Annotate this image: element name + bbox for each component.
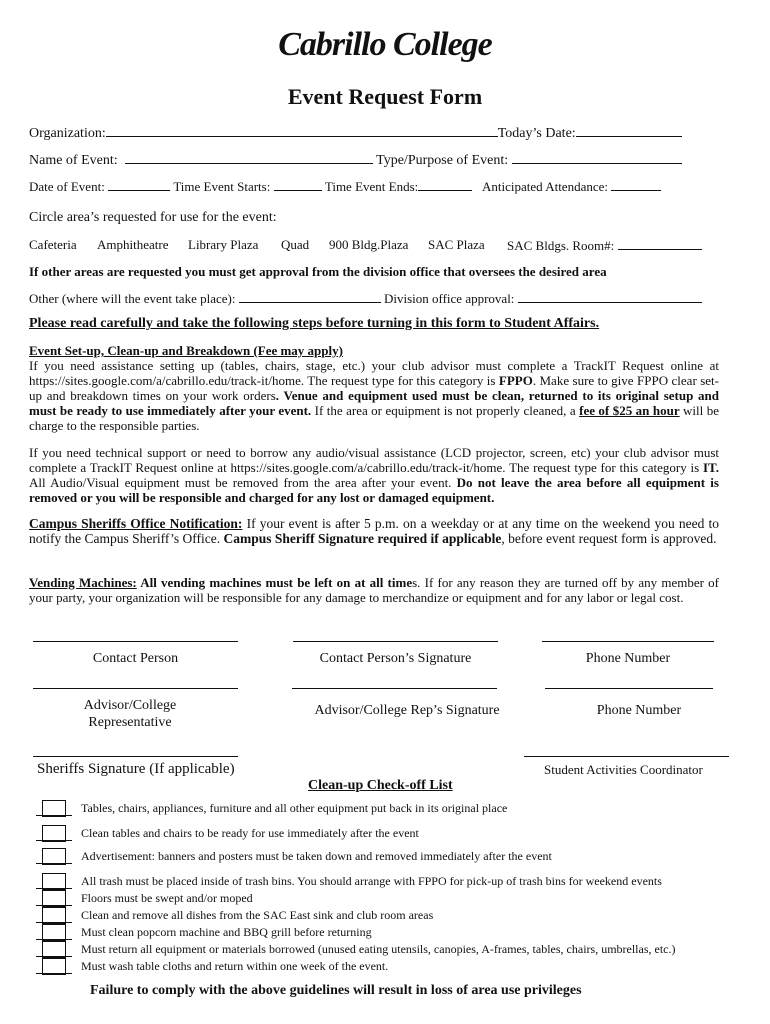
advisor-label-line1: Advisor/College <box>83 698 177 713</box>
date-of-event-field[interactable] <box>108 178 170 191</box>
event-time-row <box>29 178 661 195</box>
type-purpose-label: Type/Purpose of Event: <box>376 153 509 168</box>
checkbox-underline <box>36 888 72 889</box>
organization-row <box>29 124 682 142</box>
checklist-item-label: All trash must be placed inside of trash bins. You should arrange with FPPO for pick-up of trash bins for weekend events <box>81 874 662 888</box>
sac-room-label[interactable]: SAC Bldgs. Room#: <box>507 238 615 253</box>
checkbox-underline <box>36 840 72 841</box>
checkbox-underline <box>36 973 72 974</box>
vending-text: s. If for any reason they are turned off by any member of your party, your organization will be responsible for any damage to merchandize or equipment and for any labor or legal cost. <box>29 575 719 605</box>
checkbox-underline <box>36 815 72 816</box>
other-area-row <box>29 290 702 307</box>
advisor-label <box>33 697 227 731</box>
sheriff-paragraph <box>29 516 719 546</box>
setup-p2-it: IT. <box>702 460 719 475</box>
checkbox-underline <box>36 939 72 940</box>
area-sac-plaza[interactable]: SAC Plaza <box>428 237 485 252</box>
setup-p2-text-b: All Audio/Visual equipment must be removed from the area after your event. <box>29 475 457 490</box>
organization-field[interactable] <box>106 124 498 137</box>
area-sac-bldgs-room <box>507 237 702 254</box>
setup-p1-text-c: If the area or equipment is not properly cleaned, a <box>311 403 580 418</box>
advisor-label-line2: Representative <box>88 715 172 730</box>
other-area-label: Other (where will the event take place): <box>29 291 236 306</box>
area-cafeteria[interactable]: Cafeteria <box>29 237 77 252</box>
checklist-item <box>36 873 736 889</box>
phone-1-line[interactable] <box>542 641 714 642</box>
area-amphitheatre[interactable]: Amphitheatre <box>97 237 169 252</box>
checklist-item <box>36 800 736 816</box>
attendance-field[interactable] <box>611 178 661 191</box>
time-ends-field[interactable] <box>418 178 472 191</box>
organization-label: Organization: <box>29 126 106 141</box>
college-logo: Cabrillo College <box>278 26 492 63</box>
advisor-line[interactable] <box>33 688 238 689</box>
todays-date-label: Today’s Date: <box>497 126 576 141</box>
advisor-signature-line[interactable] <box>292 688 497 689</box>
division-approval-field[interactable] <box>518 290 702 303</box>
areas-prompt: Circle area’s requested for use for the event: <box>29 210 277 225</box>
setup-p2-bold: Do not leave the area before all equipment is removed or you will be responsible and charged for any lost or damaged equipment. <box>29 475 719 505</box>
vending-bold: All vending machines must be left on at all time <box>136 575 413 590</box>
sheriff-signature-line[interactable] <box>33 756 238 757</box>
coordinator-line[interactable] <box>524 756 729 757</box>
checklist-item-label: Must return all equipment or materials borrowed (unused eating utensils, canopies, A-frames, tables, chairs, umbrellas, etc.) <box>81 942 676 956</box>
checklist-item-label: Advertisement: banners and posters must be taken down and removed immediately after the event <box>81 849 552 863</box>
time-starts-field[interactable] <box>274 178 322 191</box>
other-area-field[interactable] <box>239 290 381 303</box>
checklist-item-label: Must clean popcorn machine and BBQ grill before returning <box>81 925 372 939</box>
sheriff-bold: Campus Sheriff Signature required if applicable <box>223 531 502 546</box>
setup-p1-fee: fee of $25 an hour <box>579 403 680 418</box>
advisor-signature-label: Advisor/College Rep’s Signature <box>314 703 500 718</box>
contact-signature-label: Contact Person’s Signature <box>319 651 472 666</box>
checkbox-underline <box>36 922 72 923</box>
checkbox-underline <box>36 863 72 864</box>
event-name-field[interactable] <box>125 151 373 164</box>
sheriff-text-b: , before event request form is approved. <box>501 531 717 546</box>
checkbox-underline <box>36 905 72 906</box>
footer-warning: Failure to comply with the above guidelines will result in loss of area use privileges <box>90 983 582 998</box>
checkbox-underline <box>36 956 72 957</box>
checklist-item <box>36 907 736 923</box>
sheriff-signature-label: Sheriffs Signature (If applicable) <box>37 761 235 777</box>
checklist-item-label: Clean tables and chairs to be ready for use immediately after the event <box>81 826 419 840</box>
checklist-item <box>36 890 736 906</box>
checklist-item <box>36 958 736 974</box>
area-library-plaza[interactable]: Library Plaza <box>188 237 259 252</box>
setup-p2-text: If you need technical support or need to borrow any audio/visual assistance (LCD projector, screen, etc) your club advisor must complete a TrackIT Request online at https://sites.google.com/a/cabrillo.edu/track-it/home. The request type for this category is <box>29 445 719 475</box>
time-ends-label: Time Event Ends: <box>324 179 419 194</box>
vending-heading: Vending Machines: <box>29 575 137 590</box>
checklist-item-label: Must wash table cloths and return within one week of the event. <box>81 959 389 973</box>
phone-2-line[interactable] <box>545 688 713 689</box>
event-name-label: Name of Event: <box>29 153 118 168</box>
checklist-item-label: Tables, chairs, appliances, furniture and all other equipment put back in its original place <box>81 801 508 815</box>
checklist-heading: Clean-up Check-off List <box>308 778 453 793</box>
division-approval-label: Division office approval: <box>383 291 515 306</box>
vending-paragraph <box>29 575 719 605</box>
setup-p1-text: If you need assistance setting up (tables, chairs, stage, etc.) your club advisor must complete a TrackIT Request online at https://sites.google.com/a/cabrillo.edu/track-it/home. The request type for this category is <box>29 358 719 388</box>
checklist-item-label: Clean and remove all dishes from the SAC East sink and club room areas <box>81 908 434 922</box>
instructions-heading: Please read carefully and take the following steps before turning in this form to Student Affairs. <box>29 316 600 331</box>
contact-person-label: Contact Person <box>92 651 179 666</box>
setup-p1-text-d: will be charge to the responsible parties. <box>29 403 719 433</box>
checklist-item-label: Floors must be swept and/or moped <box>81 891 253 905</box>
phone-2-label: Phone Number <box>596 703 682 718</box>
form-title: Event Request Form <box>287 84 483 109</box>
event-name-row <box>29 151 682 169</box>
checklist-item <box>36 941 736 957</box>
setup-paragraph-1 <box>29 358 719 433</box>
attendance-label: Anticipated Attendance: <box>482 179 608 194</box>
sac-room-field[interactable] <box>618 237 702 250</box>
checklist-item <box>36 825 736 841</box>
setup-p1-bold: . Venue and equipment used must be clean, returned to its original setup and must be ready to use immediately after your event. <box>29 388 719 418</box>
contact-signature-line[interactable] <box>293 641 498 642</box>
type-purpose-field[interactable] <box>512 151 682 164</box>
area-900-bldg-plaza[interactable]: 900 Bldg.Plaza <box>329 237 409 252</box>
setup-heading: Event Set-up, Clean-up and Breakdown (Fee may apply) <box>29 343 343 358</box>
setup-p1-text-b: . Make sure to give FPPO clear set-up and breakdown times on your work orders <box>29 373 719 403</box>
sheriff-heading: Campus Sheriffs Office Notification: <box>29 516 243 531</box>
phone-1-label: Phone Number <box>585 651 671 666</box>
time-starts-label: Time Event Starts: <box>173 179 271 194</box>
todays-date-field[interactable] <box>576 124 682 137</box>
setup-paragraph-2 <box>29 445 719 505</box>
coordinator-label: Student Activities Coordinator <box>544 762 703 777</box>
sheriff-text: If your event is after 5 p.m. on a weekday or at any time on the weekend you need to notify the Campus Sheriff’s Office. <box>29 516 719 546</box>
approval-note: If other areas are requested you must get approval from the division office that oversees the desired area <box>29 264 607 279</box>
setup-p1-fppo: FPPO <box>498 373 533 388</box>
area-quad[interactable]: Quad <box>281 237 310 252</box>
checklist-item <box>36 848 736 864</box>
checklist-item <box>36 924 736 940</box>
date-of-event-label: Date of Event: <box>29 179 105 194</box>
contact-person-line[interactable] <box>33 641 238 642</box>
